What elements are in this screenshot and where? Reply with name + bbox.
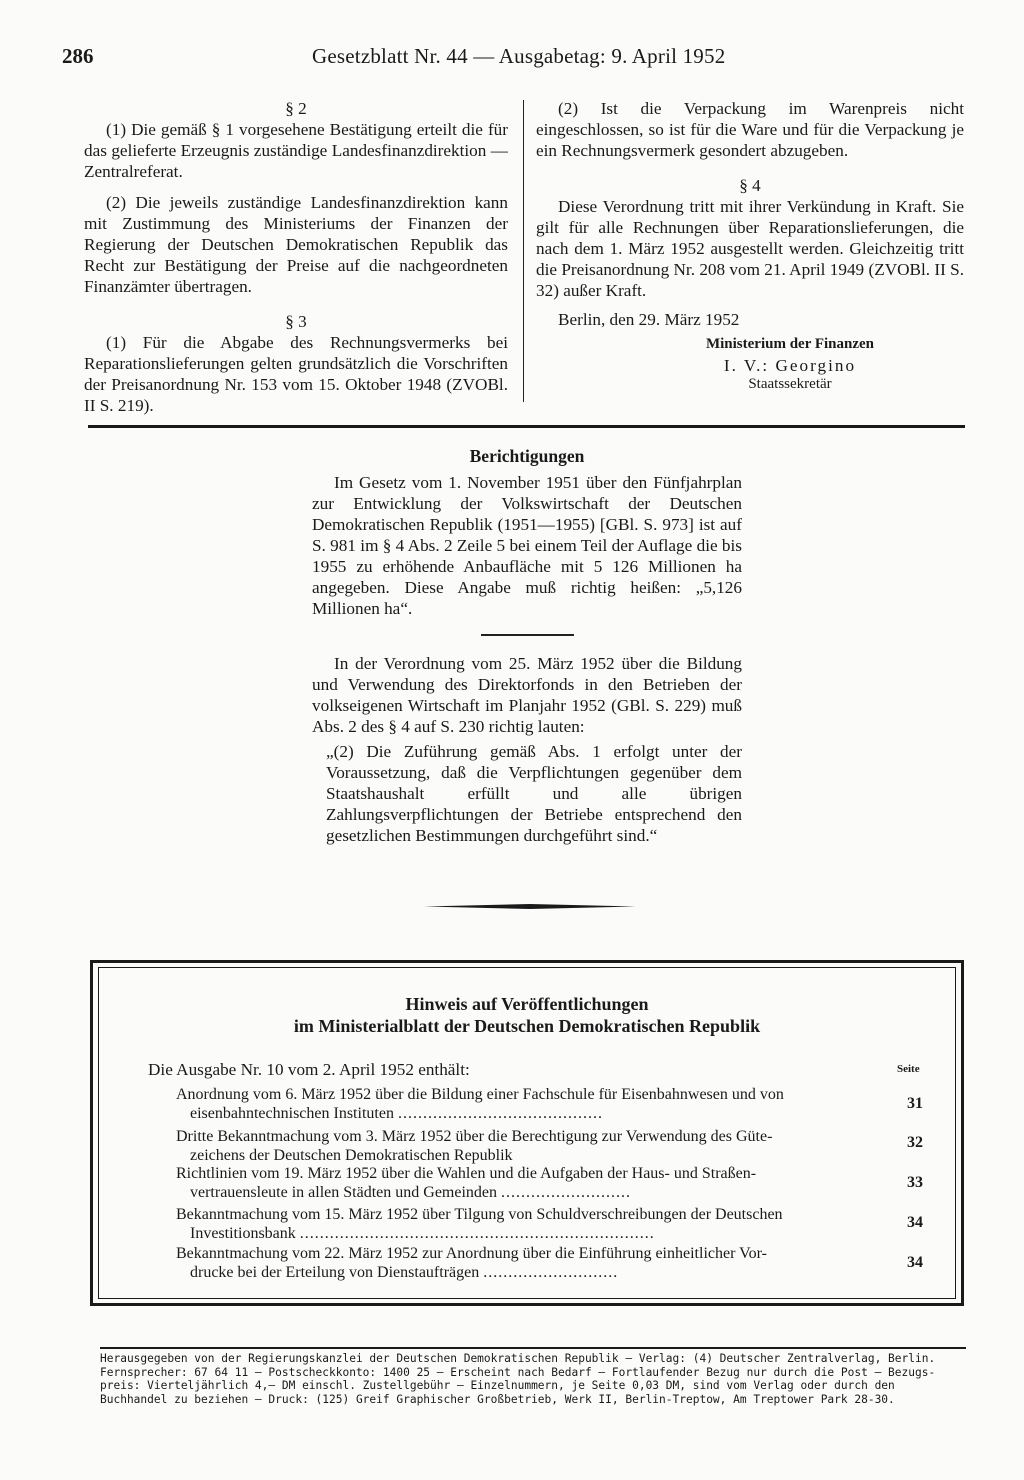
toc-item — [176, 1164, 896, 1202]
corrections-block-2 — [312, 653, 742, 846]
notice-title-2: im Ministerialblatt der Deutschen Demokratischen Republik — [293, 1016, 761, 1036]
right-column — [536, 98, 964, 395]
correction-2-quote: „(2) Die Zuführung gemäß Abs. 1 erfolgt unter der Voraussetzung, daß die Verpflichtungen gegenüber dem Staatshaushalt erfüllt und alle übrigen Zahlungsverpflichtungen der Betriebe entsprechend den gesetzlichen Bestimmungen durchgeführt sind.“ — [326, 742, 742, 845]
page-number: 286 — [62, 44, 94, 68]
toc-item-line-2: Investitionsbank ....................................................................... — [190, 1225, 655, 1242]
section-2-heading: § 2 — [285, 99, 307, 118]
column-divider — [523, 100, 524, 402]
imprint-line-4: Buchhandel zu beziehen — Druck: (125) Greif Graphischer Großbetrieb, Werk II, Berlin-Treptow, Am Treptower Park 28-30. — [100, 1392, 895, 1406]
section-separator — [88, 425, 965, 428]
corrections-block — [312, 446, 742, 619]
signer-name: I. V.: Georgino — [723, 356, 857, 375]
signer-title: Staatssekretär — [748, 376, 832, 392]
toc-item-line-2: zeichens der Deutschen Demokratischen Republik — [190, 1147, 513, 1164]
toc-page-number: 34 — [907, 1214, 923, 1231]
toc-page-number: 32 — [907, 1134, 923, 1151]
notice-intro: Die Ausgabe Nr. 10 vom 2. April 1952 enthält: — [148, 1060, 470, 1079]
toc-item-line-1: Richtlinien vom 19. März 1952 über die Wahlen und die Aufgaben der Haus- und Straßen- — [176, 1165, 757, 1182]
imprint-line-1: Herausgegeben von der Regierungskanzlei der Deutschen Demokratischen Republik — Verlag: (4) Deutscher Zentralverlag, Berlin. — [100, 1352, 936, 1365]
toc-page-number: 33 — [907, 1174, 923, 1191]
section-4-heading: § 4 — [739, 176, 761, 195]
notice-title-1: Hinweis auf Veröffentlichungen — [405, 994, 649, 1014]
toc-page-number: 34 — [907, 1254, 923, 1271]
footer-rule — [100, 1347, 966, 1349]
toc-item-line-2: vertrauensleute in allen Städten und Gemeinden .......................... — [190, 1184, 632, 1201]
toc-item — [176, 1205, 896, 1243]
section-2-paragraph-2: (2) Die jeweils zuständige Landesfinanzdirektion kann mit Zustimmung des Ministeriums der Finanzen der Regierung der Deutschen Demokratischen Republik das Recht zur Bestätigung der Preise auf die nachgeordneten Finanzämter übertragen. — [84, 193, 508, 296]
section-3-paragraph-1: (1) Für die Abgabe des Rechnungsvermerks bei Reparationslieferungen gelten grundsätzlich die Vorschriften der Preisanordnung Nr. 153 vom 15. Oktober 1948 (ZVOBl. II S. 219). — [84, 333, 508, 415]
short-divider — [481, 634, 574, 636]
imprint — [100, 1352, 966, 1406]
page-column-label: Seite — [897, 1063, 920, 1075]
toc-item — [176, 1244, 896, 1282]
imprint-line-2: Fernsprecher: 67 64 11 — Postscheckkonto: 1400 25 — Erscheint nach Bedarf — Fortlaufender Bezug nur durch die Post — Bezugs- — [100, 1365, 936, 1379]
corrections-heading: Berichtigungen — [469, 446, 585, 466]
section-3-paragraph-2: (2) Ist die Verpackung im Warenpreis nicht eingeschlossen, so ist für die Ware und für die Verpackung je ein Rechnungsvermerk gesondert abzugeben. — [536, 99, 964, 160]
toc-item-line-2: drucke bei der Erteilung von Dienstaufträgen ........................... — [190, 1264, 619, 1281]
correction-2: In der Verordnung vom 25. März 1952 über die Bildung und Verwendung des Direktorfonds in den Betrieben der volkseigenen Wirtschaft im Planjahr 1952 (GBl. S. 229) muß Abs. 2 des § 4 auf S. 230 richtig lauten: — [312, 654, 742, 736]
toc-item — [176, 1085, 896, 1123]
section-3-heading: § 3 — [285, 312, 307, 331]
ornamental-rule — [424, 904, 636, 909]
toc-item-line-1: Dritte Bekanntmachung vom 3. März 1952 über die Berechtigung zur Verwendung des Güte- — [176, 1128, 773, 1145]
section-2-paragraph-1: (1) Die gemäß § 1 vorgesehene Bestätigung erteilt die für das gelieferte Erzeugnis zuständige Landesfinanzdirektion — Zentralreferat. — [84, 120, 508, 181]
imprint-line-3: preis: Vierteljährlich 4,— DM einschl. Zustellgebühr — Einzelnummern, je Seite 0,03 DM, sind vom Verlag oder durch den — [100, 1379, 895, 1393]
toc-item-line-2: eisenbahntechnischen Instituten ......................................... — [190, 1105, 603, 1122]
correction-1: Im Gesetz vom 1. November 1951 über den Fünfjahrplan zur Entwicklung der Volkswirtschaft der Deutschen Demokratischen Republik (1951—1955) [GBl. S. 973] ist auf S. 981 im § 4 Abs. 2 Zeile 5 bei einem Teil der Auflage die bis 1955 zu erhöhende Anbaufläche mit 5 126 Millionen ha angegeben. Diese Angabe muß richtig heißen: „5,126 Millionen ha“. — [312, 473, 742, 618]
left-column — [84, 98, 508, 416]
toc-item-line-1: Anordnung vom 6. März 1952 über die Bildung einer Fachschule für Eisenbahnwesen und von — [176, 1086, 784, 1103]
toc-item-line-1: Bekanntmachung vom 15. März 1952 über Tilgung von Schuldverschreibungen der Deutschen — [176, 1206, 783, 1223]
toc-item — [176, 1127, 896, 1165]
toc-page-number: 31 — [907, 1095, 923, 1112]
ministry-name: Ministerium der Finanzen — [705, 336, 875, 352]
running-header: Gesetzblatt Nr. 44 — Ausgabetag: 9. April 1952 — [312, 44, 726, 68]
toc-item-line-1: Bekanntmachung vom 22. März 1952 zur Anordnung über die Einführung einheitlicher Vor- — [176, 1245, 767, 1262]
section-4-paragraph-1: Diese Verordnung tritt mit ihrer Verkündung in Kraft. Sie gilt für alle Rechnungen über Reparationslieferungen, die nach dem 1. März 1952 ausgestellt werden. Gleichzeitig tritt die Preisanordnung Nr. 208 vom 21. April 1949 (ZVOBl. II S. 32) außer Kraft. — [536, 197, 964, 300]
place-date: Berlin, den 29. März 1952 — [558, 310, 740, 329]
